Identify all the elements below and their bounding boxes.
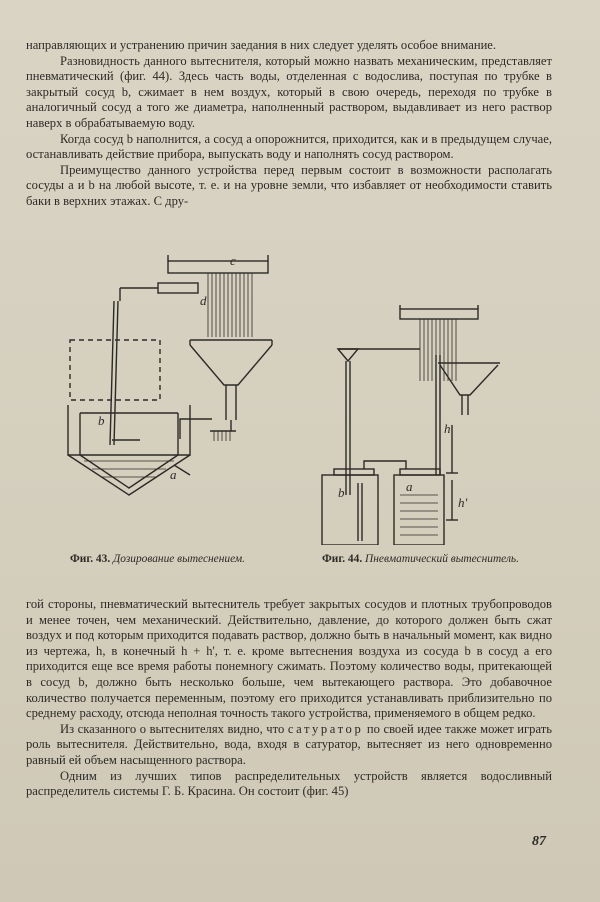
paragraph-6-end: по своей идее также может играть роль вытеснителя. Действительно, вода, входя в сатуратор, вытесняет из него одновременно равный ей объем насыщенного раствора. [26, 721, 552, 767]
paragraph-1: направляющих и устранению причин заедания в них следует уделять особое внимание. [26, 38, 497, 52]
paragraph-6-start: Из сказанного о вытеснителях видно, что [60, 721, 285, 736]
figures [40, 245, 570, 545]
caption-fig43-number: Фиг. 43. [70, 553, 111, 565]
caption-fig44 [322, 552, 542, 566]
paragraph-5: гой стороны, пневматический вытеснитель требует закрытых сосудов и плотных трубопроводов и менее точен, чем механический. Действительно, давление, до которого должен быть сжат воздух и под которым приходится подавать раствор, должно быть в начальный момент, как видно из чертежа, h, в конечный h + h', т. е. кроме вытеснения воздуха из сосуда b в сосуд a его приходится еще все время работы понемногу сжимать. Поэтому количество воды, притекающей в сосуд b, должно быть несколько больше, чем вытекающего раствора. Это добавочное количество получается переменным, поэтому его приходится устанавливать приблизительно по среднему расходу, отсюда неполная точность такого устройства, применяемого в общем редко. [26, 597, 552, 721]
caption-fig44-number: Фиг. 44. [322, 553, 363, 565]
label-b-fig44: b [338, 485, 345, 500]
paragraph-7: Одним из лучших типов распределительных устройств является водосливный распределитель системы Г. Б. Красина. Он состоит (фиг. 45) [26, 768, 552, 799]
label-h: h [444, 421, 451, 436]
paragraph-3: Когда сосуд b наполнится, а сосуд a опорожнится, приходится, как и в предыдущем случае, останавливать действие прибора, выпускать воду и наполнять сосуд раствором. [26, 131, 552, 162]
label-h-prime: h' [458, 495, 468, 510]
top-text [26, 38, 552, 210]
fig43-drawing [68, 255, 272, 495]
bottom-text [26, 597, 552, 800]
caption-fig43 [70, 552, 245, 566]
paragraph-6 [26, 722, 552, 769]
caption-fig44-text: Пневматический вытеснитель. [365, 553, 519, 565]
term-saturator: сатуратор [287, 721, 364, 736]
paragraph-4: Преимущество данного устройства перед первым состоит в возможности располагать сосуды a и b на любой высоте, т. е. и на уровне земли, что избавляет от необходимости ставить баки в верхних этажах. С дру- [26, 162, 552, 208]
label-a-fig44: a [406, 479, 413, 494]
label-d: d [200, 293, 207, 308]
label-b-fig43: b [98, 413, 105, 428]
caption-fig43-text: Дозирование вытеснением. [113, 553, 245, 565]
page-number: 87 [532, 834, 546, 849]
label-c: c [230, 253, 236, 268]
diagram-figures [40, 245, 570, 545]
label-a-fig43: a [170, 467, 177, 482]
fig44-drawing [322, 305, 500, 545]
paragraph-2: Разновидность данного вытеснителя, который можно назвать механическим, представляет пневматический (фиг. 44). Здесь часть воды, отделенная с водослива, поступая по трубке в закрытый сосуд b, сжимает в нем воздух, который в свою очередь, переходя по трубке в аналогичный сосуд a того же диаметра, наполненный раствором, выдавливает из него раствор наверх в обрабатываемую воду. [26, 53, 552, 130]
